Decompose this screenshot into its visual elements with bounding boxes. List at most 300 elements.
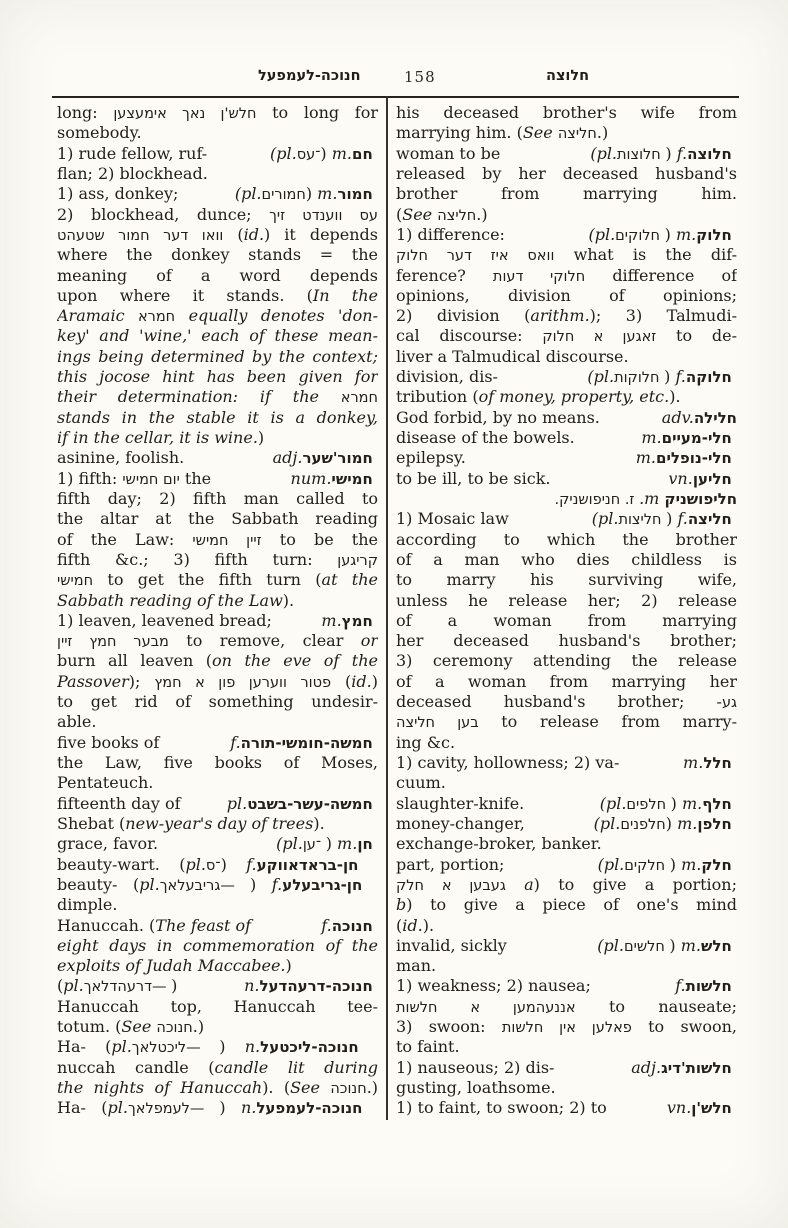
hebrew-text: חליצה — [437, 207, 477, 224]
dictionary-line — [396, 306, 737, 326]
line-group — [273, 448, 378, 468]
dictionary-line — [396, 530, 737, 550]
entry-text: ings being determined by the context; — [57, 346, 378, 366]
entry-text: fifth &c.; 3) fifth turn: — [57, 549, 338, 569]
hebrew-text: חליצה — [557, 126, 597, 143]
entry-text: eight days in commemoration of the — [57, 935, 378, 955]
line-group — [641, 428, 737, 448]
hebrew-text: ־ען — [302, 837, 326, 854]
entry-text: .) — [596, 123, 609, 143]
dictionary-line — [57, 651, 378, 671]
line-group — [270, 144, 378, 164]
entry-text: invalid, sickly — [396, 935, 507, 955]
line-group — [321, 611, 378, 631]
entry-text: slaughter-knife. — [396, 793, 525, 813]
column-divider — [386, 96, 388, 1120]
entry-text: the — [179, 468, 212, 488]
entry-text: 1) Mosaic law — [396, 509, 509, 529]
line-group — [683, 753, 737, 773]
dictionary-line — [396, 1058, 737, 1078]
line-group — [57, 733, 159, 753]
entry-text: See — [290, 1078, 320, 1097]
hebrew-text: חן — [357, 835, 378, 854]
entry-text: ( — [396, 915, 403, 935]
entry-text: f. — [321, 915, 332, 935]
entry-text: m. — [680, 935, 702, 955]
entry-text: 3) swoon: — [396, 1017, 502, 1037]
entry-text: epilepsy. — [396, 448, 466, 468]
hebrew-text: חלק — [701, 855, 737, 874]
entry-text: Aramaic — [57, 306, 125, 326]
line-group — [396, 225, 505, 245]
hebrew-text: חלש — [701, 936, 737, 955]
entry-text: fifth day; 2) fifth man called to — [57, 488, 378, 508]
line-group — [396, 855, 504, 875]
hebrew-text: חנוכה-דרעהדעל — [259, 977, 378, 996]
dictionary-line — [396, 387, 737, 407]
dictionary-line — [57, 733, 378, 753]
entry-text: pl. — [226, 793, 248, 813]
dictionary-line — [57, 591, 378, 611]
dictionary-line — [57, 408, 378, 428]
line-group — [57, 448, 184, 468]
guide-word-left: חנוכה-לעמפעל — [258, 68, 361, 84]
dictionary-line — [396, 144, 737, 164]
dictionary-line — [396, 509, 737, 529]
entry-text: deceased husband's brother; - — [396, 692, 722, 712]
entry-text: ) — [171, 976, 178, 996]
hebrew-text: חלשות — [685, 977, 737, 996]
dictionary-line — [396, 753, 737, 773]
hebrew-text: —דרעהדלאך — [83, 979, 172, 996]
entry-text: upon where it stands. ( — [57, 285, 313, 305]
entry-text: key' and 'wine,' each of these mean- — [57, 326, 378, 346]
line-group — [57, 976, 177, 996]
entry-text: Passover — [57, 671, 129, 691]
dictionary-line — [396, 245, 737, 265]
hebrew-text: חלוצות — [617, 146, 666, 163]
entry-text: ( — [331, 671, 352, 691]
hebrew-text: חלף — [702, 794, 737, 813]
dictionary-line — [396, 855, 737, 875]
entry-text: woman to be — [396, 143, 501, 163]
entry-text: 1) difference: — [396, 224, 505, 244]
entry-text: this jocose hint has been given for — [57, 367, 378, 387]
entry-text: at the — [321, 570, 378, 590]
dictionary-line — [396, 631, 737, 651]
hebrew-text: חלפן — [697, 814, 737, 833]
guide-word-right: חלוצה — [546, 68, 590, 84]
entry-text: ). — [669, 387, 681, 407]
entry-text: exchange-broker, banker. — [396, 834, 602, 854]
line-group — [396, 469, 550, 489]
entry-text: f. — [675, 976, 686, 996]
entry-text: 2) blockhead, dunce; — [57, 204, 270, 224]
entry-text: of the Law: — [57, 529, 193, 549]
entry-text: 1) fifth: — [57, 468, 123, 488]
dictionary-line — [57, 245, 378, 265]
hebrew-text: מבער חמץ זיין — [57, 634, 169, 651]
hebrew-text: חמרא — [340, 390, 378, 407]
hebrew-text: חנוכה-לעמפעל — [256, 1099, 378, 1118]
entry-text: the Law, five books of Moses, — [57, 753, 378, 772]
entry-text: beauty-wart. ( — [57, 854, 186, 874]
entry-text: pl. — [63, 976, 84, 996]
dictionary-line — [396, 367, 737, 387]
entry-text: ) — [320, 143, 332, 163]
entry-text: The feast of — [155, 915, 252, 935]
hebrew-text: חלל — [703, 754, 737, 772]
entry-text: b — [396, 895, 407, 915]
entry-text: n. — [244, 976, 260, 996]
dictionary-line — [396, 550, 737, 570]
entry-text: ( — [57, 976, 64, 996]
entry-text: pl. — [111, 1037, 132, 1057]
hebrew-text: חלקים — [624, 857, 670, 874]
entry-text — [319, 387, 341, 406]
dictionary-line — [57, 428, 378, 448]
hebrew-text: חמרא — [137, 309, 176, 326]
dictionary-line — [396, 428, 737, 448]
line-group — [668, 469, 737, 489]
line-group — [396, 428, 575, 448]
entry-text: of a man who dies childless is — [396, 549, 737, 569]
entry-text: long: — [57, 103, 114, 122]
entry-text: beauty- ( — [57, 874, 140, 894]
dictionary-line — [396, 570, 737, 590]
dictionary-line — [396, 976, 737, 996]
entry-text: f. — [246, 854, 257, 874]
entry-text: 1) nauseous; 2) dis- — [396, 1057, 555, 1077]
entry-text: unless he release her; 2) release — [396, 590, 737, 610]
entry-text: ) — [249, 874, 272, 894]
entry-text: to get rid of something undesir- — [57, 692, 378, 712]
entry-text: m. — [677, 813, 698, 833]
hebrew-text: חליפושניק — [659, 489, 737, 508]
line-group — [597, 936, 737, 956]
entry-text: disease of the bowels. — [396, 428, 575, 447]
entry-text: exploits of Judah Maccabee. — [57, 956, 286, 976]
entry-text: to marry his surviving wife, — [396, 570, 737, 590]
entry-text: pl. — [185, 854, 206, 874]
hebrew-text: חמשה-חומשי-תורה — [240, 733, 378, 752]
line-group — [57, 469, 211, 489]
entry-text: candle lit during — [214, 1057, 378, 1077]
line-group — [57, 611, 272, 631]
entry-text: ( — [223, 224, 244, 244]
hebrew-text: חלוקה — [685, 368, 737, 387]
dictionary-line — [57, 448, 378, 468]
entry-text: or — [360, 631, 378, 651]
entry-text: f. — [675, 367, 686, 387]
entry-text: ) — [219, 1098, 241, 1118]
entry-text: m. — [683, 753, 704, 772]
entry-text — [175, 306, 188, 325]
dictionary-line — [396, 326, 737, 346]
entry-text: Hanuccah top, Hanuccah tee- — [57, 996, 378, 1016]
entry-text: ) — [666, 509, 678, 529]
hebrew-text: זאגען א חלוק — [542, 329, 657, 346]
line-group — [276, 834, 378, 854]
line-group — [600, 794, 737, 814]
dictionary-line — [57, 1098, 378, 1118]
dictionary-line — [57, 916, 378, 936]
hebrew-text: געבען א חלק — [396, 877, 506, 894]
hebrew-text: חמישי — [57, 573, 94, 590]
entry-text: opinions, division of opinions; — [396, 285, 737, 305]
dictionary-line — [396, 469, 737, 489]
entry-text: ) — [669, 935, 681, 955]
entry-text: f. — [230, 732, 241, 752]
dictionary-line — [57, 489, 378, 509]
dictionary-line — [57, 814, 378, 834]
entry-text: asinine, foolish. — [57, 448, 185, 468]
entry-text: n. — [240, 1098, 257, 1118]
entry-text: See — [522, 123, 553, 143]
line-group — [636, 448, 737, 468]
entry-text: ing &c. — [396, 732, 456, 752]
entry-text: ); — [128, 671, 155, 691]
entry-text: to release from marry- — [478, 712, 737, 732]
line-group — [396, 753, 619, 773]
line-group — [396, 144, 500, 164]
line-group — [667, 1098, 737, 1118]
entry-text: gusting, loathsome. — [396, 1078, 556, 1097]
entry-text: money-changer, — [396, 813, 525, 833]
entry-text: m. — [675, 224, 697, 244]
entry-text: 1) cavity, hollowness; 2) va- — [396, 753, 620, 772]
entry-text: totum. ( — [57, 1017, 122, 1037]
dictionary-line — [396, 773, 737, 793]
hebrew-text: חנוכה-ליכטעל — [260, 1038, 378, 1057]
dictionary-line — [396, 692, 737, 712]
hebrew-text: וואו דער חמור שטעהט — [57, 227, 224, 244]
entry-text — [320, 1078, 330, 1097]
dictionary-line — [396, 225, 737, 245]
entry-text: where the donkey stands = the — [57, 245, 378, 265]
hebrew-text: חמורים — [261, 187, 306, 204]
entry-text: 1) to faint, to swoon; 2) to — [396, 1098, 607, 1118]
entry-text: on the eve of the — [212, 651, 378, 671]
entry-text: m. — [641, 428, 662, 447]
hebrew-text: חנוכה — [331, 916, 378, 935]
page-number: 158 — [404, 68, 436, 86]
entry-text: .) — [476, 204, 488, 224]
line-group — [321, 916, 378, 936]
entry-text: able. — [57, 712, 97, 732]
dictionary-line — [396, 997, 737, 1017]
dictionary-line — [396, 205, 737, 225]
hebrew-text: חלי-נופלים — [656, 449, 737, 468]
dictionary-line — [57, 753, 378, 773]
line-group — [396, 448, 466, 468]
line-group — [235, 184, 378, 204]
dictionary-line — [57, 895, 378, 915]
dictionary-line — [396, 347, 737, 367]
hebrew-text: חלוקי דעות — [492, 268, 586, 285]
hebrew-text: חליצה — [687, 510, 737, 529]
line-group — [662, 408, 737, 428]
entry-text: adj. — [272, 448, 303, 468]
entry-text: a — [524, 874, 534, 894]
line-group — [396, 1098, 607, 1118]
entry-text: the nights of Hanuccah — [57, 1078, 263, 1097]
entry-text: See — [121, 1017, 152, 1037]
dictionary-line — [396, 1078, 737, 1098]
entry-text: adv. — [661, 407, 694, 427]
dictionary-line — [57, 875, 378, 895]
line-group — [396, 408, 600, 428]
entry-text: ) — [325, 834, 338, 854]
hebrew-text: חן-בראדאווקע — [256, 855, 378, 874]
dictionary-line — [396, 123, 737, 143]
entry-text: to de- — [656, 326, 737, 346]
dictionary-line — [57, 347, 378, 367]
line-group — [396, 814, 525, 834]
hebrew-text: חלפים — [626, 796, 671, 813]
line-group — [57, 144, 207, 164]
dictionary-line — [57, 266, 378, 286]
dictionary-line — [396, 712, 737, 732]
hebrew-text: וואס איז דער חלוק — [396, 248, 555, 265]
dictionary-line — [57, 611, 378, 631]
entry-text: n. — [244, 1037, 261, 1057]
entry-text: of a woman from marrying — [396, 610, 737, 630]
line-group — [396, 976, 591, 996]
entry-text: vn. — [666, 1098, 692, 1118]
entry-text: to get the fifth turn ( — [93, 570, 322, 590]
entry-text: according to which the brother — [396, 529, 737, 549]
entry-text: m. — [337, 834, 358, 854]
left-column — [57, 103, 378, 1119]
entry-text: id. — [402, 915, 423, 935]
hebrew-text: חמץ — [341, 611, 378, 630]
hebrew-text: חליצות — [618, 512, 667, 529]
line-group — [675, 976, 737, 996]
dictionary-line — [57, 387, 378, 407]
dictionary-line — [57, 570, 378, 590]
dictionary-line — [57, 530, 378, 550]
dictionary-line — [57, 834, 378, 854]
right-column — [396, 103, 737, 1119]
hebrew-text: גע — [721, 695, 737, 712]
dictionary-line — [396, 834, 737, 854]
dictionary-line — [396, 1017, 737, 1037]
entry-text — [125, 306, 138, 325]
entry-text: what is the dif- — [554, 245, 737, 265]
dictionary-line — [396, 489, 737, 509]
dictionary-line — [57, 712, 378, 732]
entry-text: burn all leaven ( — [57, 651, 213, 671]
entry-text: m. — [682, 793, 703, 813]
entry-text: 1) ass, donkey; — [57, 184, 179, 204]
line-group — [57, 916, 251, 936]
entry-text: 1) leaven, leavened bread; — [57, 610, 272, 630]
entry-text: to faint. — [396, 1037, 460, 1057]
line-group — [590, 144, 737, 164]
entry-text: ) — [669, 854, 682, 874]
entry-text: 3) ceremony attending the release — [396, 651, 737, 671]
entry-text: ). ( — [262, 1078, 291, 1097]
entry-text: ). — [313, 813, 325, 833]
entry-text: somebody. — [57, 123, 142, 143]
hebrew-text: זיין חמישי — [192, 532, 262, 549]
entry-text: id. — [243, 224, 265, 244]
entry-text: nuccah candle ( — [57, 1057, 215, 1077]
dictionary-line — [396, 1037, 737, 1057]
entry-text: m. — [321, 610, 342, 630]
hebrew-text: חלוקות — [614, 370, 665, 387]
dictionary-line — [57, 184, 378, 204]
entry-text: difference of — [585, 265, 737, 285]
hebrew-text: חלי-מעיים — [661, 429, 737, 447]
hebrew-text: חלשים — [623, 938, 670, 955]
hebrew-text: חמישי — [331, 469, 378, 488]
dictionary-line — [396, 611, 737, 631]
dictionary-line — [396, 448, 737, 468]
hebrew-text: חלוקים — [615, 227, 665, 244]
hebrew-text: חלילה — [693, 408, 737, 427]
entry-text: flan; 2) blockhead. — [57, 163, 208, 183]
entry-text: man. — [396, 956, 437, 976]
header-rule — [52, 96, 739, 98]
entry-text: num. — [290, 468, 332, 488]
entry-text: her deceased husband's brother; — [396, 631, 737, 651]
dictionary-line — [57, 631, 378, 651]
entry-text: stands in the stable it is a donkey, — [57, 407, 378, 427]
entry-text: to long for — [256, 103, 378, 122]
entry-text: God forbid, by no means. — [396, 407, 600, 427]
hebrew-text: יום חמישי — [122, 471, 180, 488]
dictionary-line — [57, 692, 378, 712]
entry-text: 1) rude fellow, ruf- — [57, 143, 208, 163]
dictionary-line — [57, 306, 378, 326]
entry-text: ) — [670, 793, 682, 813]
entry-text: Pentateuch. — [57, 773, 154, 793]
entry-text: 1) weakness; 2) nausea; — [396, 976, 591, 996]
entry-text: ); 3) Talmudi- — [589, 306, 737, 326]
hebrew-text: חמור — [337, 185, 378, 204]
line-group — [230, 733, 378, 753]
entry-text: division, dis- — [396, 367, 498, 387]
entry-text: m. — [639, 488, 660, 508]
entry-text: ) — [220, 854, 247, 874]
dictionary-line — [57, 1037, 378, 1057]
hebrew-text: ז. חניפושניק. — [554, 491, 640, 508]
dictionary-line — [57, 855, 378, 875]
entry-text: ) — [305, 184, 318, 204]
entry-text: (pl. — [276, 834, 303, 854]
entry-text: cuum. — [396, 773, 446, 793]
entry-text: of a woman from marrying her — [396, 671, 737, 691]
hebrew-text: אננעהמען א חלשות — [396, 999, 576, 1016]
dictionary-line — [57, 286, 378, 306]
entry-text: m. — [331, 143, 353, 163]
dictionary-line — [57, 103, 378, 123]
entry-text: ference? — [396, 265, 493, 285]
entry-text: .) — [366, 1078, 378, 1097]
entry-text: (pl. — [599, 793, 627, 813]
entry-text: pl. — [139, 874, 160, 894]
dictionary-line — [396, 936, 737, 956]
entry-text: ) — [664, 224, 676, 244]
hebrew-text: חמשה-עשר-בשבט — [247, 794, 378, 813]
dictionary-line — [57, 164, 378, 184]
entry-text: to swoon, — [631, 1017, 737, 1037]
line-group — [396, 794, 524, 814]
dictionary-line — [57, 997, 378, 1017]
dictionary-line — [57, 509, 378, 529]
